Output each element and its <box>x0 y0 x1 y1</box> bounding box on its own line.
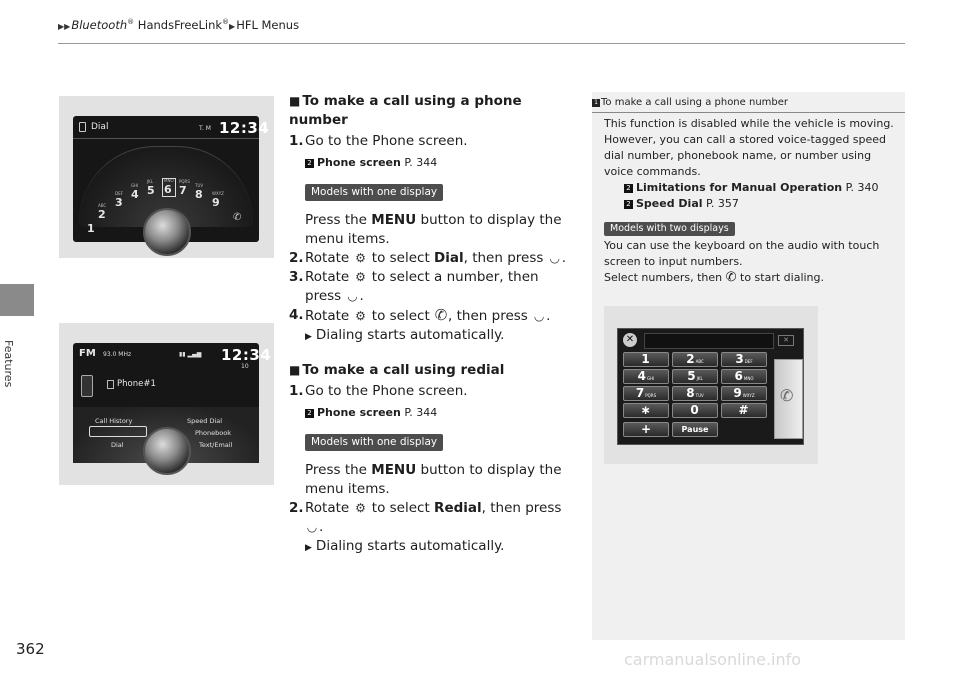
radio-frequency: 93.0 MHz <box>103 351 132 358</box>
section-heading-phone-number: ■ To make a call using a phone number <box>289 93 522 128</box>
call-handset-icon: ✆ <box>780 386 794 405</box>
menu-dial: Dial <box>111 441 124 449</box>
menu-selection-highlight <box>89 426 147 437</box>
press-menu-text: Press the MENU button to display the menu items. <box>305 462 562 497</box>
instructions <box>289 92 579 558</box>
step-4: 4. Rotate ⚙ to select ✆, then press ◡ . <box>289 306 551 324</box>
step-1: 1. Go to the Phone screen. <box>289 383 468 399</box>
keypad-key: ∗ <box>623 403 669 418</box>
keypad-key: 9WXYZ <box>721 386 767 401</box>
keypad-key: 8TUV <box>672 386 718 401</box>
interface-dial-icon: ⚙ <box>355 251 366 265</box>
interface-dial-icon: ⚙ <box>355 270 366 284</box>
chapter-label: Features <box>2 340 15 388</box>
sidebar-paragraph-2: You can use the keyboard on the audio with touch screen to input numbers. <box>604 239 880 268</box>
menu-phonebook: Phonebook <box>195 429 231 437</box>
dial-display <box>73 116 270 242</box>
sidebar-body <box>604 116 894 286</box>
keypad-key: 7PQRS <box>623 386 669 401</box>
selector-knob <box>143 427 191 475</box>
header-separator <box>73 138 259 139</box>
sidebar-ref-speed-dial: 2 Speed Dial P. 357 <box>604 196 894 212</box>
page-number: 362 <box>16 640 45 658</box>
dial-digit-3: DEF 3 <box>115 191 123 209</box>
models-badge: Models with one display <box>305 434 443 451</box>
touch-keypad <box>617 328 804 445</box>
temperature-badge: 10 <box>241 363 249 370</box>
step-1: 1. Go to the Phone screen. <box>289 133 468 149</box>
registered-mark: ® <box>222 18 230 27</box>
keypad-key: 4GHI <box>623 369 669 384</box>
phone-name-icon <box>107 380 114 389</box>
selector-knob <box>143 208 191 256</box>
keypad-key: 1 <box>623 352 669 367</box>
square-bullet-icon: ■ <box>289 94 301 108</box>
dial-digit-6-selected: MNO 6 <box>164 178 174 196</box>
phone-menu-illustration <box>59 323 274 485</box>
dial-title: Dial <box>91 122 109 132</box>
key-pause: Pause <box>672 422 718 437</box>
call-handset-icon: ✆ <box>434 306 448 324</box>
keypad-key: 0 <box>672 403 718 418</box>
dial-digit-4: GHI 4 <box>131 183 139 201</box>
dial-digit-1: 1 <box>87 222 95 235</box>
keypad-key: 5JKL <box>672 369 718 384</box>
step-3: 3. Rotate ⚙ to select a number, then press ◡ . <box>289 269 539 304</box>
step-2: 2. Rotate ⚙ to select Dial, then press ◡ . <box>289 250 566 266</box>
sidebar-heading: 1 To make a call using a phone number <box>592 97 905 108</box>
key-plus: + <box>623 422 669 437</box>
square-bullet-icon: ■ <box>289 363 301 377</box>
breadcrumb-arrow-icon: ▶▶ <box>58 22 71 31</box>
handset-icon: ✆ <box>233 212 242 223</box>
number-entry-field <box>644 333 774 349</box>
dial-digit-7: PQRS 7 <box>179 179 190 197</box>
keypad-key: # <box>721 403 767 418</box>
sidebar-paragraph-3: Select numbers, then ✆ to start dialing. <box>604 270 825 285</box>
clock: 12:34 <box>219 119 270 137</box>
signal-badge: T. M <box>199 125 211 132</box>
call-button-panel <box>774 359 803 439</box>
registered-mark: ® <box>127 18 135 27</box>
phone-display <box>73 343 272 463</box>
models-badge: Models with two displays <box>604 222 735 236</box>
section-heading-redial: ■ To make a call using redial <box>289 362 505 378</box>
breadcrumb <box>58 18 299 32</box>
dial-digit-8: TUV 8 <box>195 183 204 201</box>
interface-dial-icon: ⚙ <box>355 309 366 323</box>
press-icon: ◡ <box>549 251 560 265</box>
dial-screen-illustration <box>59 96 274 258</box>
dial-digit-5: JKL 5 <box>147 179 155 197</box>
keypad-key: 3DEF <box>721 352 767 367</box>
radio-band: FM <box>79 348 96 359</box>
result-arrow-icon: ▶ <box>305 543 312 553</box>
menu-speed-dial: Speed Dial <box>187 417 223 425</box>
mobile-phone-icon <box>81 375 93 397</box>
reference-arrow-icon: 2 <box>624 184 633 193</box>
call-handset-icon: ✆ <box>725 270 737 285</box>
step-2: 2. Rotate ⚙ to select Redial, then press ◡ . <box>289 500 562 535</box>
connected-phone-name: Phone#1 <box>117 379 156 389</box>
press-icon: ◡ <box>347 289 358 303</box>
interface-dial-icon: ⚙ <box>355 501 366 515</box>
breadcrumb-bluetooth: Bluetooth <box>71 18 128 32</box>
backspace-icon: ✕ <box>778 335 794 346</box>
dial-digit-9: WXYZ 9 <box>212 191 224 209</box>
press-icon: ◡ <box>306 520 318 534</box>
menu-text-email: Text/Email <box>199 441 233 449</box>
sidebar-ref-limitations: 2 Limitations for Manual Operation P. 340 <box>604 180 894 196</box>
result-text: ▶ Dialing starts automatically. <box>305 538 505 554</box>
close-icon: ✕ <box>623 333 637 347</box>
reference-arrow-icon: 2 <box>305 159 314 168</box>
keypad-key: 2ABC <box>672 352 718 367</box>
models-badge: Models with one display <box>305 184 443 201</box>
breadcrumb-handsfreelink: HandsFreeLink <box>134 18 223 32</box>
cross-reference: 2 Phone screen P. 344 <box>289 403 579 422</box>
press-menu-text: Press the MENU button to display the menu items. <box>305 212 562 247</box>
result-text: ▶ Dialing starts automatically. <box>305 327 505 343</box>
header-divider <box>58 43 905 44</box>
reference-arrow-icon: 2 <box>624 200 633 209</box>
sidebar-paragraph-1: This function is disabled while the vehicle is moving. However, you can call a stored voice-tagged speed dial number, phonebook name, or number using voice commands. <box>604 117 894 178</box>
sidebar-divider <box>592 112 905 113</box>
result-arrow-icon: ▶ <box>305 332 312 342</box>
chapter-tab <box>0 284 34 316</box>
breadcrumb-arrow-icon: ▶ <box>229 22 236 31</box>
note-number-icon: 1 <box>592 99 600 107</box>
reference-arrow-icon: 2 <box>305 409 314 418</box>
dial-digit-2: ABC 2 <box>98 203 107 221</box>
menu-call-history: Call History <box>95 417 133 425</box>
breadcrumb-hfl-menus: HFL Menus <box>236 18 300 32</box>
press-icon: ◡ <box>533 309 545 323</box>
signal-indicator: ▮▮ ▂▄▆ <box>179 351 202 358</box>
cross-reference: 2 Phone screen P. 344 <box>289 153 579 172</box>
watermark: carmanualsonline.info <box>624 650 802 669</box>
phone-icon <box>79 122 86 132</box>
clock: 12:34 <box>221 346 272 364</box>
keypad-key: 6MNO <box>721 369 767 384</box>
